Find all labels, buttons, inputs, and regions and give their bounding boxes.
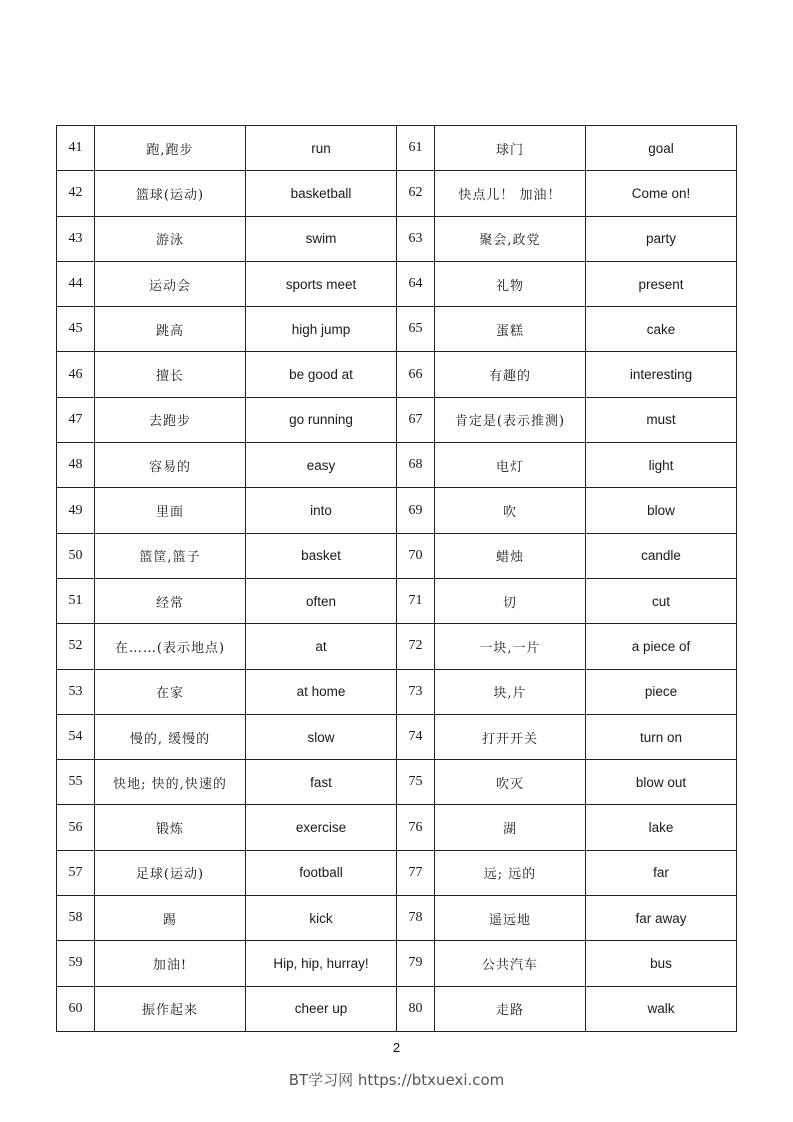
english-term: must [586, 397, 737, 442]
entry-number: 62 [397, 171, 435, 216]
entry-number: 60 [57, 986, 95, 1031]
english-term: exercise [246, 805, 397, 850]
entry-number: 50 [57, 533, 95, 578]
entry-number: 46 [57, 352, 95, 397]
chinese-term: 锻炼 [95, 805, 246, 850]
chinese-term: 有趣的 [435, 352, 586, 397]
chinese-term: 切 [435, 578, 586, 623]
chinese-term: 走路 [435, 986, 586, 1031]
table-row [57, 488, 737, 533]
english-term: football [246, 850, 397, 895]
chinese-term: 块,片 [435, 669, 586, 714]
entry-number: 76 [397, 805, 435, 850]
english-term: lake [586, 805, 737, 850]
chinese-term: 吹 [435, 488, 586, 533]
chinese-term: 电灯 [435, 443, 586, 488]
entry-number: 72 [397, 624, 435, 669]
entry-number: 65 [397, 307, 435, 352]
entry-number: 48 [57, 443, 95, 488]
english-term: present [586, 261, 737, 306]
english-term: basket [246, 533, 397, 578]
entry-number: 56 [57, 805, 95, 850]
entry-number: 49 [57, 488, 95, 533]
table-row [57, 261, 737, 306]
english-term: a piece of [586, 624, 737, 669]
entry-number: 70 [397, 533, 435, 578]
entry-number: 58 [57, 896, 95, 941]
table-row [57, 216, 737, 261]
chinese-term: 容易的 [95, 443, 246, 488]
chinese-term: 游泳 [95, 216, 246, 261]
chinese-term: 慢的, 缓慢的 [95, 714, 246, 759]
table-row [57, 760, 737, 805]
chinese-term: 肯定是(表示推测) [435, 397, 586, 442]
english-term: swim [246, 216, 397, 261]
entry-number: 73 [397, 669, 435, 714]
chinese-term: 跑,跑步 [95, 126, 246, 171]
english-term: Hip, hip, hurray! [246, 941, 397, 986]
english-term: Come on! [586, 171, 737, 216]
table-row [57, 669, 737, 714]
chinese-term: 篮球(运动) [95, 171, 246, 216]
english-term: run [246, 126, 397, 171]
english-term: be good at [246, 352, 397, 397]
english-term: turn on [586, 714, 737, 759]
table-row [57, 805, 737, 850]
english-term: cake [586, 307, 737, 352]
footer-watermark: BT学习网 https://btxuexi.com [288, 1071, 505, 1089]
entry-number: 59 [57, 941, 95, 986]
entry-number: 51 [57, 578, 95, 623]
english-term: easy [246, 443, 397, 488]
english-term: bus [586, 941, 737, 986]
table-row [57, 714, 737, 759]
english-term: goal [586, 126, 737, 171]
entry-number: 68 [397, 443, 435, 488]
vocabulary-table-body [57, 126, 737, 1032]
chinese-term: 运动会 [95, 261, 246, 306]
english-term: at [246, 624, 397, 669]
chinese-term: 遥远地 [435, 896, 586, 941]
chinese-term: 蛋糕 [435, 307, 586, 352]
entry-number: 74 [397, 714, 435, 759]
entry-number: 43 [57, 216, 95, 261]
english-term: far [586, 850, 737, 895]
chinese-term: 加油! [95, 941, 246, 986]
english-term: light [586, 443, 737, 488]
table-row [57, 443, 737, 488]
page-number: 2 [392, 1040, 401, 1055]
entry-number: 77 [397, 850, 435, 895]
chinese-term: 聚会,政党 [435, 216, 586, 261]
table-row [57, 986, 737, 1031]
table-row [57, 352, 737, 397]
table-row [57, 171, 737, 216]
chinese-term: 快点儿！ 加油！ [435, 171, 586, 216]
english-term: slow [246, 714, 397, 759]
entry-number: 63 [397, 216, 435, 261]
entry-number: 66 [397, 352, 435, 397]
chinese-term: 远; 远的 [435, 850, 586, 895]
english-term: often [246, 578, 397, 623]
table-row [57, 307, 737, 352]
chinese-term: 里面 [95, 488, 246, 533]
vocabulary-table [56, 125, 737, 1032]
english-term: cut [586, 578, 737, 623]
entry-number: 71 [397, 578, 435, 623]
chinese-term: 快地; 快的,快速的 [95, 760, 246, 805]
chinese-term: 一块,一片 [435, 624, 586, 669]
english-term: into [246, 488, 397, 533]
english-term: party [586, 216, 737, 261]
chinese-term: 打开开关 [435, 714, 586, 759]
chinese-term: 去跑步 [95, 397, 246, 442]
english-term: piece [586, 669, 737, 714]
chinese-term: 经常 [95, 578, 246, 623]
chinese-term: 振作起来 [95, 986, 246, 1031]
table-row [57, 896, 737, 941]
entry-number: 45 [57, 307, 95, 352]
entry-number: 79 [397, 941, 435, 986]
chinese-term: 跳高 [95, 307, 246, 352]
entry-number: 55 [57, 760, 95, 805]
table-row [57, 533, 737, 578]
table-row [57, 624, 737, 669]
english-term: sports meet [246, 261, 397, 306]
english-term: basketball [246, 171, 397, 216]
chinese-term: 蜡烛 [435, 533, 586, 578]
english-term: candle [586, 533, 737, 578]
english-term: interesting [586, 352, 737, 397]
english-term: at home [246, 669, 397, 714]
entry-number: 64 [397, 261, 435, 306]
english-term: high jump [246, 307, 397, 352]
chinese-term: 踢 [95, 896, 246, 941]
chinese-term: 礼物 [435, 261, 586, 306]
english-term: walk [586, 986, 737, 1031]
entry-number: 44 [57, 261, 95, 306]
english-term: far away [586, 896, 737, 941]
entry-number: 80 [397, 986, 435, 1031]
entry-number: 54 [57, 714, 95, 759]
chinese-term: 公共汽车 [435, 941, 586, 986]
english-term: go running [246, 397, 397, 442]
entry-number: 67 [397, 397, 435, 442]
chinese-term: 足球(运动) [95, 850, 246, 895]
entry-number: 53 [57, 669, 95, 714]
table-row [57, 578, 737, 623]
chinese-term: 球门 [435, 126, 586, 171]
table-row [57, 126, 737, 171]
entry-number: 78 [397, 896, 435, 941]
english-term: fast [246, 760, 397, 805]
chinese-term: 吹灭 [435, 760, 586, 805]
entry-number: 42 [57, 171, 95, 216]
table-row [57, 850, 737, 895]
english-term: kick [246, 896, 397, 941]
entry-number: 69 [397, 488, 435, 533]
table-row [57, 941, 737, 986]
chinese-term: 篮筐,篮子 [95, 533, 246, 578]
english-term: blow out [586, 760, 737, 805]
chinese-term: 湖 [435, 805, 586, 850]
english-term: blow [586, 488, 737, 533]
english-term: cheer up [246, 986, 397, 1031]
entry-number: 52 [57, 624, 95, 669]
entry-number: 57 [57, 850, 95, 895]
table-row [57, 397, 737, 442]
chinese-term: 在……(表示地点) [95, 624, 246, 669]
entry-number: 75 [397, 760, 435, 805]
entry-number: 47 [57, 397, 95, 442]
chinese-term: 擅长 [95, 352, 246, 397]
chinese-term: 在家 [95, 669, 246, 714]
entry-number: 61 [397, 126, 435, 171]
entry-number: 41 [57, 126, 95, 171]
